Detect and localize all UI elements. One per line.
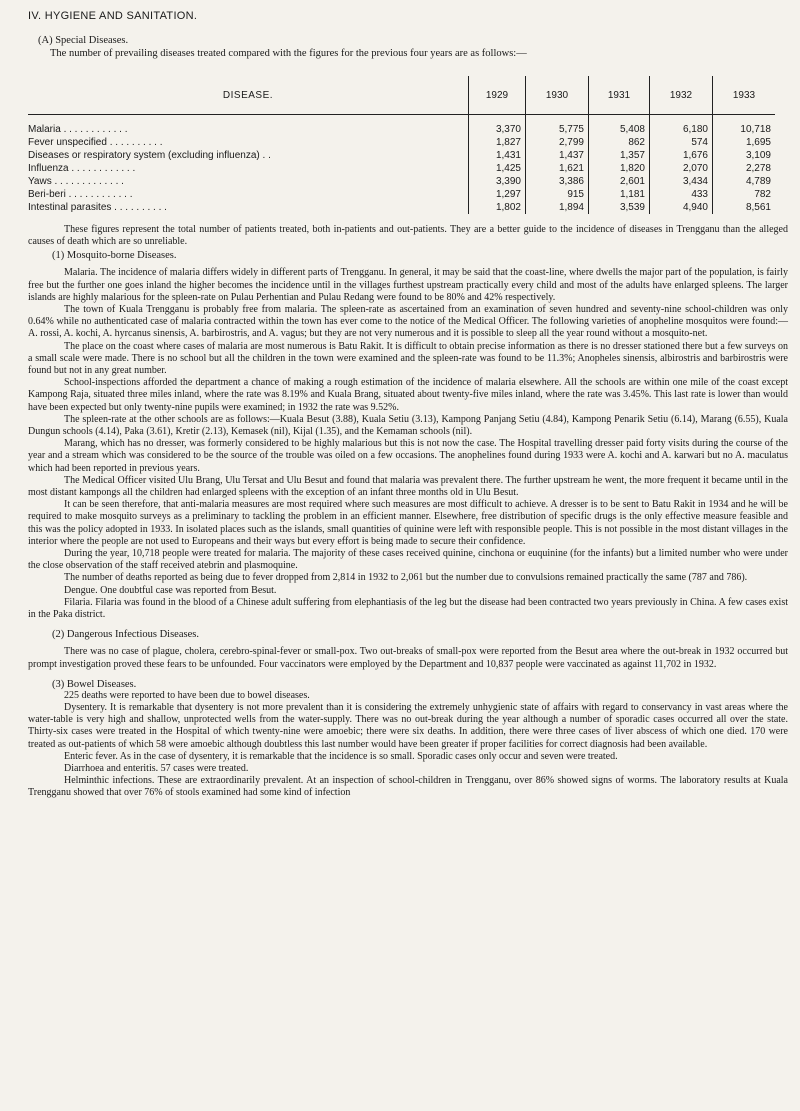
table-cell: 1,827 [469,136,526,149]
paragraph-malaria: The number of deaths reported as being due to fever dropped from 2,814 in 1932 to 2,061 but the number due to convulsions remained practically the same (787 and 786). [64,572,748,584]
table-cell: 10,718 [713,115,776,137]
table-cell: 3,109 [713,149,776,162]
disease-name: Influenza . . . . . . . . . . . . [28,163,136,174]
table-cell: 4,789 [713,175,776,188]
paragraph-enteric: Enteric fever. As in the case of dysentery, it is remarkable that the incidence is so small. Sporadic cases only occur and seven were treated. [64,750,618,762]
table-cell: 5,408 [589,115,650,137]
table-cell: 1,894 [526,201,589,214]
table-cell: 862 [589,136,650,149]
paragraph-malaria: Malaria. The incidence of malaria differs widely in different parts of Trengganu. In general, it may be said that the coast-line, where dwells the major part of the population, is fairly free but the further one goes inland the higher becomes the incidence until in the villages furthest upstream practically every child and most of the adults have enlarged spleens. The larger islands are highly malarious for the spleen-rate on Pulau Perhentian and Pulau Redang were found to be 80% and 42% respectively. [28,267,788,303]
paragraph-filaria: Filaria. Filaria was found in the blood of a Chinese adult suffering from elephantiasis of the leg but the disease had been contracted two years previously in China. A few cases exist in the Paka district. [28,596,788,621]
table-cell: 3,539 [589,201,650,214]
table-cell: 6,180 [650,115,713,137]
table-cell: 3,386 [526,175,589,188]
column-header-1929: 1929 [469,76,526,115]
paragraph-malaria: The Medical Officer visited Ulu Brang, Ulu Tersat and Ulu Besut and found that malaria was prevalent there. The further upstream he went, the more frequent it became until in the most distant kampongs all the children had enlarged spleens with the exception of an infant three months old in Ulu Besut. [28,474,788,499]
table-header-row [28,76,775,115]
table-cell: 2,278 [713,162,776,175]
heading-mosquito-borne: (1) Mosquito-borne Diseases. [52,250,177,262]
paragraph-bowel: 225 deaths were reported to have been due to bowel diseases. [64,689,310,701]
table-cell: 1,437 [526,149,589,162]
paragraph-dysentery: Dysentery. It is remarkable that dysentery is not more prevalent than it is considering the extremely unhygienic state of affairs with regard to conservancy in vast areas where the water-table is very high and shallow, unprotected wells from the water-supply. There was no out-break during the year although a number of sporadic cases occurred all over the state. Thirty-six cases were treated in the Hospital of which twenty-nine were amoebic; there were six deaths. In addition, there were three cases of liver abscess of which one died. 170 were treated as out-patients of which 58 were amoebic although doubtless this last number would have been greater if proper facilities for correct diagnosis had been available. [28,701,788,750]
table-cell: 8,561 [713,201,776,214]
table-cell: 2,601 [589,175,650,188]
paragraph-malaria: School-inspections afforded the department a chance of making a rough estimation of the incidence of malaria elsewhere. All the schools are within one mile of the coast except Kampong Raja, situated three miles inland, where the rate was 8.19% and Kuala Brang, situated about twenty-five miles inland, where the rate was 3.45%. This last rate is lower than would have been expected but only twenty-nine pupils were examined; in 1932 the rate was 9.52%. [28,377,788,413]
paragraph-diarrhoea: Diarrhoea and enteritis. 57 cases were treated. [64,762,249,774]
table-row [28,175,775,188]
table-cell: 5,775 [526,115,589,137]
disease-name: Beri-beri . . . . . . . . . . . . [28,189,133,200]
paragraph-figures: These figures represent the total number of patients treated, both in-patients and out-patients. They are a better guide to the incidence of diseases in Trengganu than the alleged causes of death which are so unreliable. [28,224,788,248]
document-page [28,10,788,800]
disease-name: Malaria . . . . . . . . . . . . [28,124,128,135]
table-row [28,149,775,162]
table-row [28,188,775,201]
table-cell: 4,940 [650,201,713,214]
table-cell: 433 [650,188,713,201]
column-header-1933: 1933 [713,76,776,115]
table-cell: 2,070 [650,162,713,175]
table-cell: 2,799 [526,136,589,149]
table-cell: 1,181 [589,188,650,201]
paragraph-dangerous: There was no case of plague, cholera, cerebro-spinal-fever or small-pox. Two out-breaks of small-pox were reported from the Besut area where the out-break in 1932 occurred but prompt investigation proved these fears to be unfounded. Four vaccinators were employed by the Department and 10,837 people were vaccinated as against 11,702 in 1932. [28,646,788,670]
column-header-disease: DISEASE. [28,76,469,115]
heading-bowel-diseases: (3) Bowel Diseases. [52,678,137,690]
paragraph-malaria: During the year, 10,718 people were treated for malaria. The majority of these cases received quinine, cinchona or euquinine (for the infants) but a limited number who were under the close observation of the staff received atebrin and plasmoquine. [28,548,788,572]
disease-name: Intestinal parasites . . . . . . . . . . [28,202,167,213]
table-cell: 1,297 [469,188,526,201]
column-header-1930: 1930 [526,76,589,115]
table-cell: 3,370 [469,115,526,137]
table-cell: 1,695 [713,136,776,149]
column-header-1931: 1931 [589,76,650,115]
table-row [28,136,775,149]
table-row [28,201,775,214]
disease-name: Diseases or respiratory system (excluding influenza) . . [28,150,271,161]
table-cell: 1,431 [469,149,526,162]
paragraph-malaria: It can be seen therefore, that anti-malaria measures are most required where such measures are most difficult to achieve. A dresser is to be sent to Batu Rakit in 1934 and he will be required to make mosquito surveys as a preliminary to tackling the problem in an efficient manner. Elsewhere, free distribution of specific drugs is the only effective measure feasible and this was the policy adopted in 1933. In isolated places such as the islands, small quantities of quinine were left with responsible people. This is not possible in the most distant villages in the interior where the people are not used to Europeans and their ways but every effort is being made to secure their confidence. [28,499,788,547]
table-cell: 3,434 [650,175,713,188]
table-cell: 915 [526,188,589,201]
disease-name: Fever unspecified . . . . . . . . . . [28,137,163,148]
table-cell: 1,357 [589,149,650,162]
heading-dangerous-infectious: (2) Dangerous Infectious Diseases. [52,629,199,641]
paragraph-malaria: The town of Kuala Trengganu is probably free from malaria. The spleen-rate as ascertained from an examination of seven hundred and seventy-nine school-children was only 0.64% while no authenticated case of malaria contracted within the town has ever come to the notice of the Medical Officer. The following varieties of anopheline mosquitos were found:—A. rossi, A. kochi, A. hyrcanus sinensis, A. barbirostris, and A. vagus; but they are not very numerous and it is possible to sleep all the year round without a mosquito-net. [28,304,788,340]
paragraph-malaria: The spleen-rate at the other schools are as follows:—Kuala Besut (3.88), Kuala Setiu (3.13), Kampong Panjang Setiu (4.84), Kampong Penarik Setiu (6.14), Marang (6.55), Kuala Dungun schools (4.14), Paka (3.61), Kretir (2.13), Kemasek (nil), Kijal (1.35), and the Kemaman schools (nil). [28,413,788,438]
table-cell: 1,621 [526,162,589,175]
table-cell: 1,425 [469,162,526,175]
paragraph-dengue: Dengue. One doubtful case was reported from Besut. [64,584,277,596]
disease-name: Yaws . . . . . . . . . . . . . [28,176,124,187]
paragraph-helminthic: Helminthic infections. These are extraordinarily prevalent. At an inspection of school-children in Trengganu, over 86% showed signs of worms. The laboratory results at Kuala Trengganu showed that over 76% of stools examined had some kind of infection [28,775,788,799]
table-cell: 3,390 [469,175,526,188]
table-intro: The number of prevailing diseases treated compared with the figures for the previous four years are as follows:— [50,48,527,59]
subsection-heading: (A) Special Diseases. [38,35,129,46]
paragraph-malaria: Marang, which has no dresser, was formerly considered to be highly malarious but this is not now the case. The Hospital travelling dresser paid forty visits during the course of the year and a stream which was considered to be the source of the trouble was oiled on a few occasions. The anophelines found during 1933 were A. kochi and A. karwari but no A. maculatus which had been reported in previous years. [28,438,788,474]
section-title: IV. HYGIENE AND SANITATION. [28,10,198,22]
table-cell: 782 [713,188,776,201]
disease-table [28,76,775,214]
table-cell: 574 [650,136,713,149]
table-cell: 1,820 [589,162,650,175]
paragraph-malaria: The place on the coast where cases of malaria are most numerous is Batu Rakit. It is difficult to obtain precise information as there is no dresser stationed there but a few surveys on a small scale were made. There is no school but all the children in the town were examined and the spleen-rate was found to be 11.3%; Anopheles sinensis, albirostris and barbirostris were found but not in any great number. [28,340,788,377]
table-row [28,115,775,137]
column-header-1932: 1932 [650,76,713,115]
table-row [28,162,775,175]
table-cell: 1,802 [469,201,526,214]
table-cell: 1,676 [650,149,713,162]
